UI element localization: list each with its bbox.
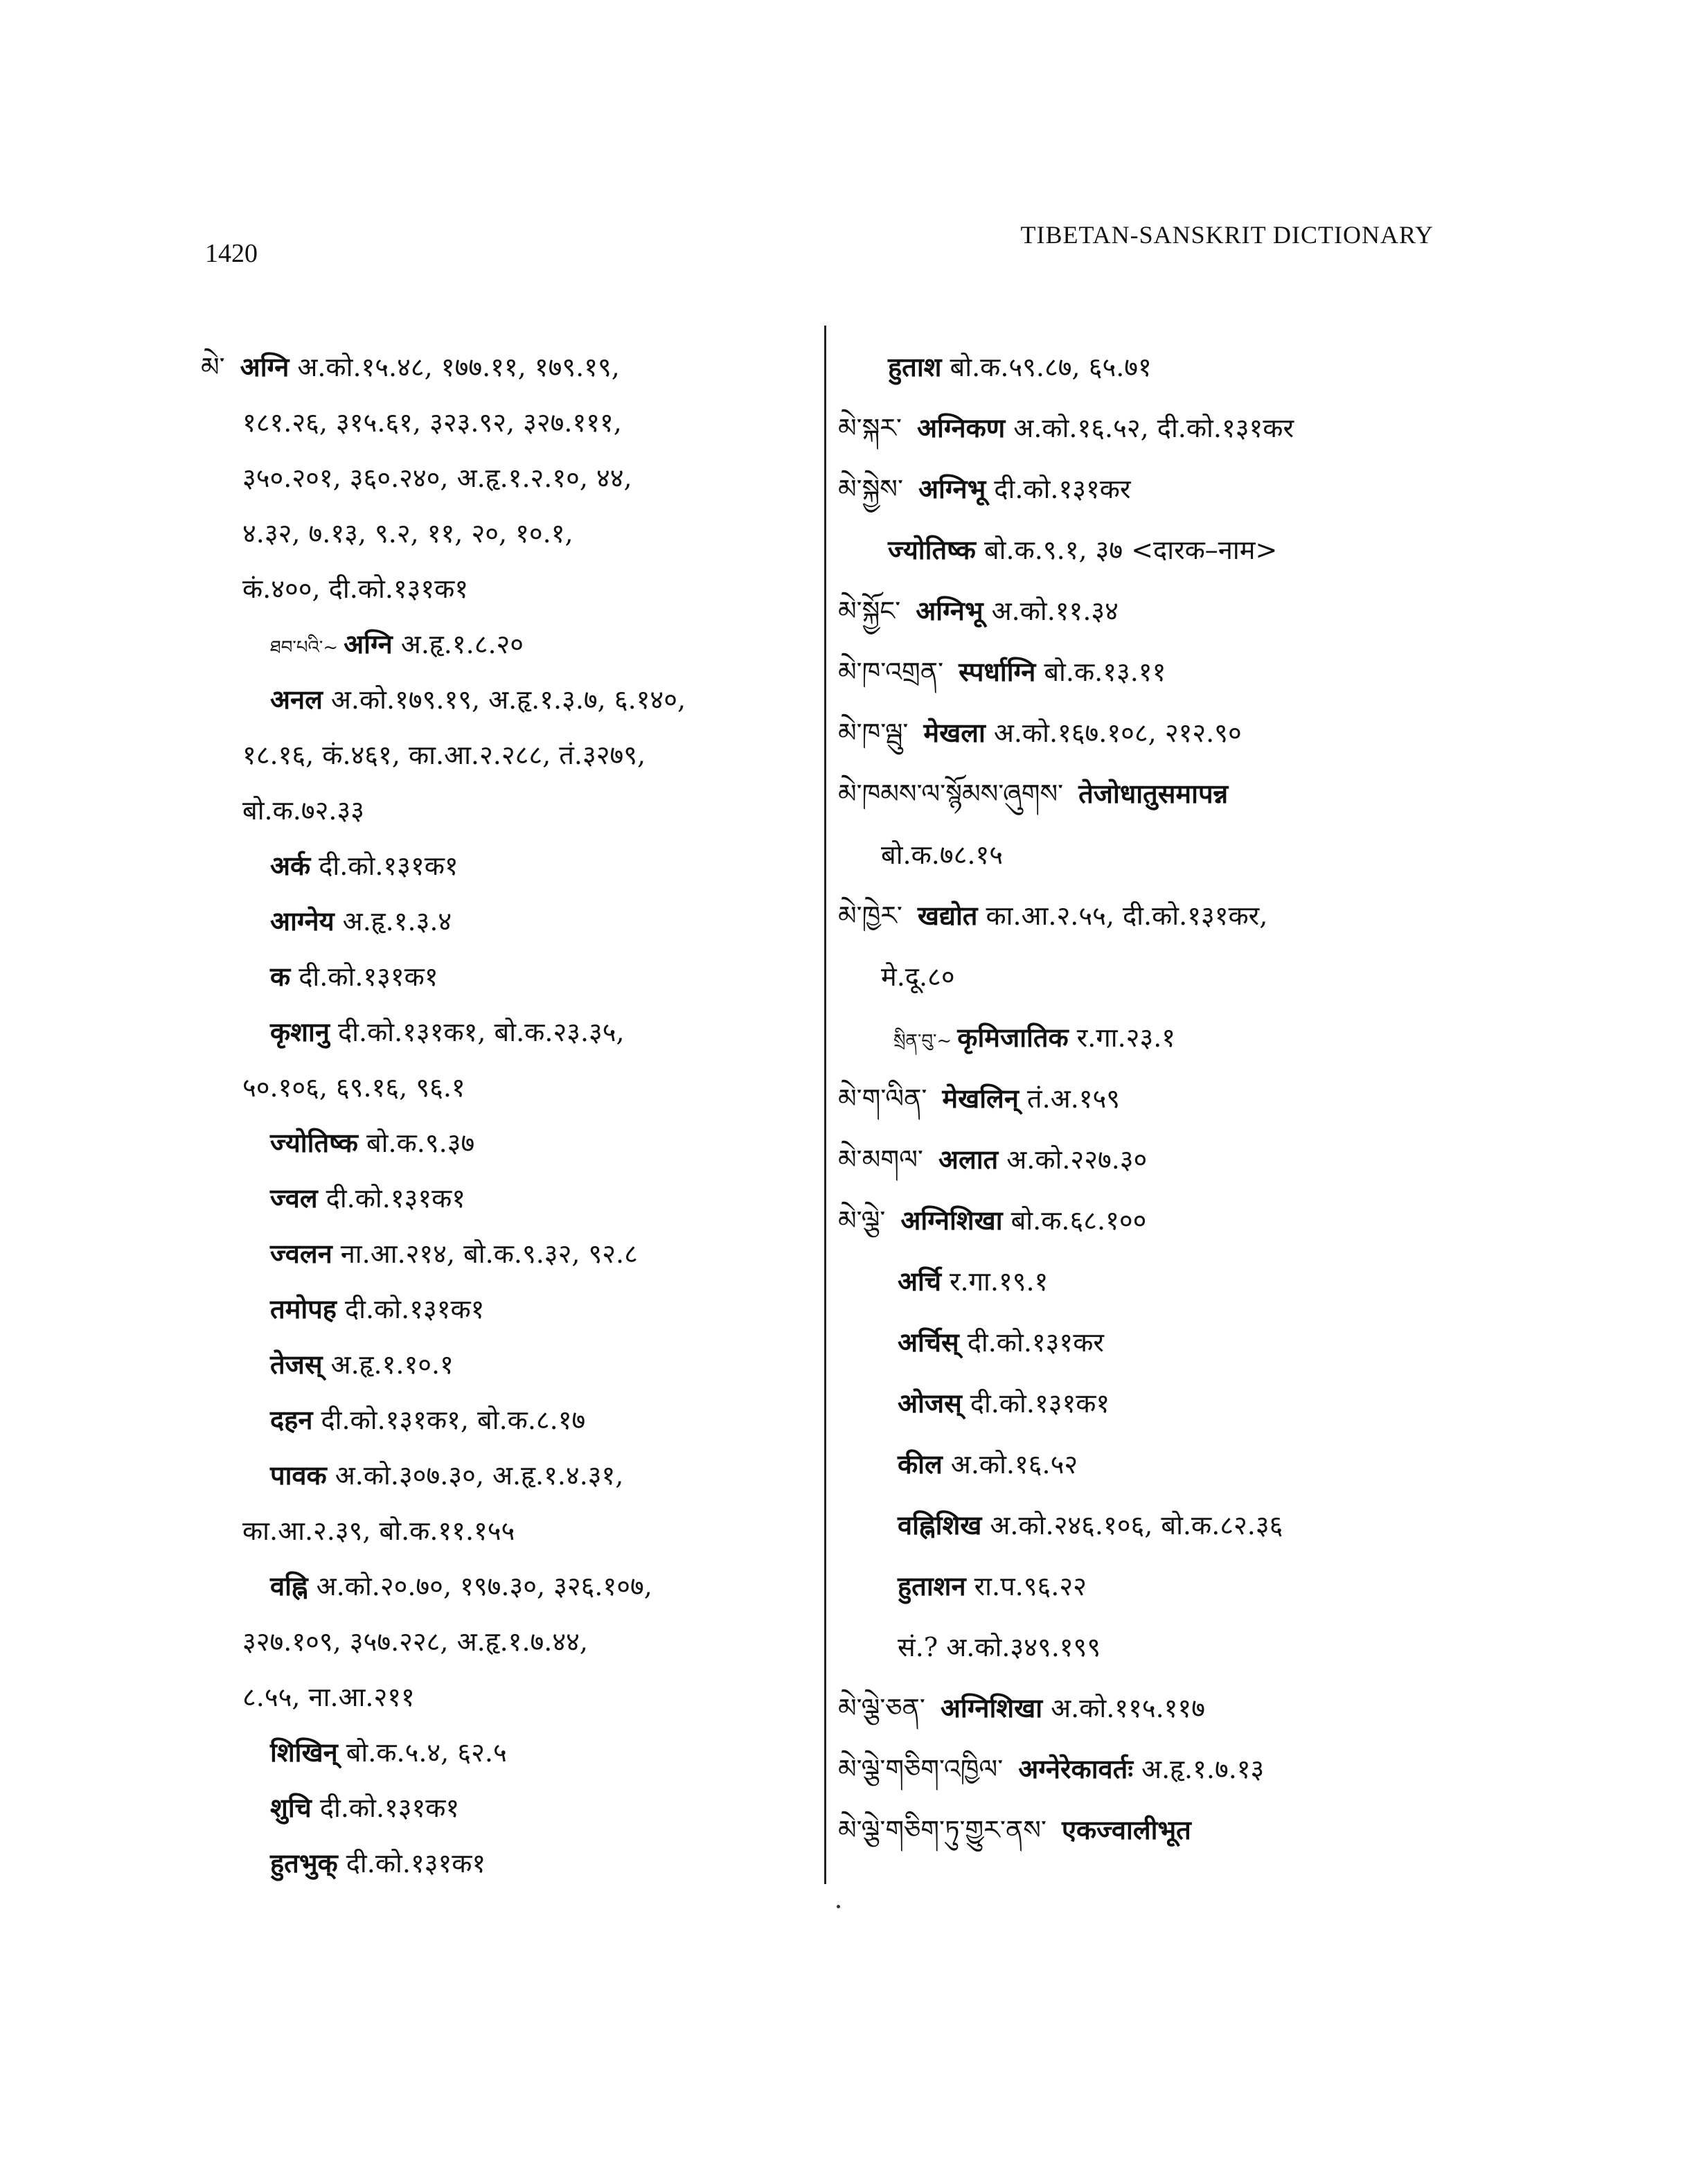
entry-line	[898, 1626, 1101, 1668]
sanskrit-equivalent: वह्नि	[270, 1570, 308, 1601]
entry-line	[270, 1288, 484, 1330]
tibetan-headword: མེ་	[201, 352, 225, 382]
entry-line	[898, 1444, 1078, 1485]
references: दी.को.१३१कर	[994, 474, 1131, 504]
page-number: 1420	[205, 239, 258, 268]
entry-line	[881, 956, 955, 997]
tibetan-headword: མེ་སྐྱོང་	[838, 596, 901, 626]
entry-line	[242, 734, 645, 776]
running-head: TIBETAN-SANSKRIT DICTIONARY	[1020, 221, 1434, 249]
sanskrit-equivalent: अग्निशिखा	[940, 1692, 1043, 1723]
sanskrit-equivalent: अग्निशिखा	[900, 1205, 1003, 1236]
sanskrit-equivalent: ज्वलन	[270, 1238, 332, 1269]
sanskrit-equivalent: अग्नेरेकावर्तः	[1018, 1753, 1134, 1784]
speck	[837, 1905, 840, 1908]
entry-line	[242, 457, 632, 499]
entry-line	[242, 790, 364, 831]
sanskrit-equivalent: आग्नेय	[270, 905, 335, 936]
sanskrit-equivalent: अर्चिस्	[898, 1326, 959, 1358]
sanskrit-equivalent: अग्निभू	[916, 595, 983, 626]
entry-line	[242, 513, 573, 554]
references: अ.हृ.१.१०.१	[330, 1349, 454, 1380]
sanskrit-equivalent: मेखला	[923, 717, 986, 748]
entry-line	[270, 1399, 585, 1441]
sanskrit-equivalent: हुताशन	[898, 1570, 966, 1601]
references: अ.को.२४६.१०६, बो.क.८२.३६	[990, 1510, 1283, 1541]
dictionary-entry	[838, 895, 1267, 936]
references: अ.को.१६७.१०८, २१२.९०	[993, 718, 1242, 748]
entry-line	[270, 1843, 486, 1884]
sanskrit-equivalent: कृमिजातिक	[957, 1022, 1069, 1053]
entry-line	[888, 529, 1277, 571]
references: ४.३२, ७.१३, ९.२, ११, २०, १०.१,	[242, 518, 573, 549]
references: का.आ.२.५५, दी.को.१३१कर,	[986, 900, 1268, 931]
sanskrit-equivalent: अग्नि	[240, 351, 290, 382]
references: दी.को.१३१क१	[345, 1294, 485, 1324]
tibetan-headword: མེ་ལྕེ་ཅན་	[838, 1693, 925, 1723]
dictionary-entry	[838, 407, 1294, 449]
entry-line	[898, 1261, 1048, 1302]
tibetan-headword: མེ་སྐར་	[838, 413, 902, 443]
references: दी.को.१३१क१	[319, 851, 458, 881]
references: अ.हृ.१.८.२०	[400, 629, 524, 659]
tibetan-headword: མེ་མགལ་	[838, 1144, 923, 1175]
sanskrit-equivalent: हुतभुक्	[270, 1847, 338, 1879]
references: अ.को.१७९.१९, अ.हृ.१.३.७, ६.१४०,	[330, 684, 686, 715]
tibetan-headword: མེ་ཁ་འགྲན་	[838, 657, 944, 687]
references: दी.को.१३१कर	[967, 1327, 1104, 1358]
sanskrit-equivalent: ओजस्	[898, 1387, 962, 1419]
dictionary-entry	[838, 1139, 1147, 1180]
references: सं.? अ.को.३४९.१९९	[898, 1632, 1101, 1662]
entry-line	[898, 1504, 1283, 1546]
dictionary-entry	[838, 1078, 1120, 1119]
tibetan-headword: མེ་ཁམས་ལ་སྙོམས་ཞུགས་	[838, 779, 1064, 809]
references: बो.क.९.३७	[366, 1128, 475, 1158]
references: दी.को.१३१क१	[970, 1388, 1110, 1419]
entry-line	[270, 1122, 474, 1164]
references: ३२७.१०९, ३५७.२२८, अ.हृ.१.७.४४,	[242, 1626, 588, 1657]
references: बो.क.६८.१००	[1010, 1205, 1147, 1236]
references: अ.को.१६.५२	[950, 1449, 1078, 1480]
entry-line	[270, 845, 458, 887]
tibetan-headword: སྲིན་བུ་~	[893, 1031, 952, 1051]
sanskrit-equivalent: तेजस्	[270, 1349, 323, 1380]
references: दी.को.१३१क१	[326, 1183, 466, 1214]
references: कं.४००, दी.को.१३१क१	[242, 574, 469, 604]
references: दी.को.१३१क१, बो.क.२३.३५,	[337, 1017, 625, 1047]
dictionary-entry	[838, 1200, 1146, 1241]
references: बो.क.५.४, ६२.५	[346, 1737, 507, 1768]
entry-line	[270, 956, 438, 997]
references: का.आ.२.३९, बो.क.११.१५५	[242, 1516, 515, 1546]
sanskrit-equivalent: अग्निकण	[916, 412, 1006, 443]
sanskrit-equivalent: शिखिन्	[270, 1737, 338, 1768]
entry-line	[242, 1676, 415, 1718]
tibetan-headword: མེ་ག་ལིན་	[838, 1083, 927, 1114]
references: अ.को.२०.७०, १९७.३०, ३२६.१०७,	[316, 1571, 652, 1601]
sanskrit-equivalent: खद्योत	[917, 900, 978, 931]
references: अ.को.११.३४	[991, 596, 1119, 626]
references: बो.क.७२.३३	[242, 795, 365, 826]
dictionary-entry	[838, 1748, 1264, 1790]
dictionary-entry	[838, 712, 1242, 754]
references: दी.को.१३१क१	[346, 1848, 486, 1879]
entry-line	[270, 1787, 459, 1829]
entry-line	[270, 1732, 507, 1773]
references: ५०.१०६, ६९.१६, ९६.१	[242, 1072, 465, 1103]
dictionary-entry	[201, 346, 620, 388]
entry-line	[270, 1233, 638, 1275]
references: अ.को.३०७.३०, अ.हृ.१.४.३१,	[335, 1460, 624, 1491]
references: मे.दू.८०	[881, 961, 955, 992]
entry-line	[898, 1565, 1087, 1607]
tibetan-headword: མེ་ལྕེ་གཅིག་འཁྱིལ་	[838, 1754, 1004, 1784]
references: ८.५५, ना.आ.२११	[242, 1682, 415, 1712]
sanskrit-equivalent: अग्नि	[344, 628, 393, 659]
entry-line	[242, 402, 622, 443]
sanskrit-equivalent: ज्वल	[270, 1182, 318, 1214]
entry-line	[270, 1178, 465, 1219]
tibetan-headword: མེ་སྐྱེས་	[838, 474, 903, 504]
references: अ.को.१५.४८, १७७.११, १७९.१९,	[297, 352, 620, 382]
tibetan-headword: མེ་ཁྱེར་	[838, 900, 902, 931]
references: र.गा.२३.१	[1076, 1022, 1176, 1053]
references: तं.अ.१५९	[1026, 1083, 1121, 1114]
sanskrit-equivalent: दहन	[270, 1404, 313, 1435]
references: दी.को.१३१क१, बो.क.८.१७	[321, 1405, 586, 1435]
references: अ.हृ.१.७.१३	[1141, 1754, 1265, 1784]
sanskrit-equivalent: कील	[898, 1448, 943, 1480]
sanskrit-equivalent: तमोपह	[270, 1293, 337, 1324]
tibetan-headword: ཐབ་པའི་~	[270, 637, 339, 658]
references: बो.क.९.१, ३७ <दारक–नाम>	[983, 535, 1278, 565]
sanskrit-equivalent: अर्चि	[898, 1266, 942, 1297]
dictionary-entry	[838, 1809, 1200, 1851]
column-divider	[824, 326, 826, 1884]
entry-line	[270, 623, 524, 665]
sanskrit-equivalent: अलात	[938, 1144, 999, 1175]
sanskrit-equivalent: अग्निभू	[918, 473, 986, 504]
entry-line	[270, 1565, 652, 1607]
sanskrit-equivalent: ज्योतिष्क	[270, 1127, 358, 1158]
sanskrit-equivalent: शुचि	[270, 1792, 312, 1823]
references: अ.हृ.१.३.४	[342, 906, 452, 936]
sanskrit-equivalent: अनल	[270, 684, 323, 715]
entry-line	[898, 1322, 1104, 1363]
entry-line	[242, 1621, 588, 1662]
references: बो.क.७८.१५	[881, 840, 1004, 870]
references: दी.को.१३१क१	[299, 961, 438, 992]
references: बो.क.५९.८७, ६५.७१	[950, 352, 1152, 382]
entry-line	[270, 900, 452, 942]
entry-line	[881, 834, 1003, 876]
entry-line	[242, 568, 468, 610]
dictionary-entry	[838, 468, 1131, 510]
sanskrit-equivalent: एकज्वालीभूत	[1061, 1814, 1191, 1845]
references: र.गा.१९.१	[950, 1266, 1049, 1297]
references: १८.१६, कं.४६१, का.आ.२.२८८, तं.३२७९,	[242, 740, 646, 770]
references: रा.प.९६.२२	[974, 1571, 1087, 1601]
sanskrit-equivalent: क	[270, 961, 291, 992]
entry-line	[242, 1510, 515, 1552]
dictionary-entry	[838, 1687, 1205, 1729]
entry-line	[242, 1067, 465, 1108]
entry-line	[270, 1344, 454, 1385]
sanskrit-equivalent: ज्योतिष्क	[888, 534, 976, 565]
tibetan-headword: མེ་ཁ་ལྦུ་	[838, 718, 909, 748]
sanskrit-equivalent: स्पर्धाग्नि	[959, 656, 1036, 687]
references: अ.को.११५.११७	[1051, 1693, 1205, 1723]
dictionary-entry	[838, 590, 1119, 632]
entry-line	[893, 1017, 1175, 1058]
references: बो.क.१३.११	[1044, 657, 1166, 687]
entry-line	[270, 1011, 625, 1053]
sanskrit-equivalent: मेखलिन्	[942, 1083, 1019, 1114]
entry-line	[888, 346, 1152, 388]
dictionary-entry	[838, 651, 1166, 693]
sanskrit-equivalent: हुताश	[888, 351, 942, 382]
references: अ.को.१६.५२, दी.को.१३१कर	[1013, 413, 1294, 443]
entry-line	[270, 679, 686, 720]
entry-line	[898, 1383, 1110, 1424]
sanskrit-equivalent: पावक	[270, 1459, 327, 1491]
references: ३५०.२०१, ३६०.२४०, अ.हृ.१.२.१०, ४४,	[242, 463, 632, 493]
dictionary-entry	[838, 773, 1236, 815]
sanskrit-equivalent: कृशानु	[270, 1016, 330, 1047]
sanskrit-equivalent: तेजोधातुसमापन्न	[1078, 778, 1229, 809]
tibetan-headword: མེ་ལྕེ་གཅིག་ཏུ་གྱུར་ནས་	[838, 1815, 1047, 1845]
sanskrit-equivalent: वह्निशिख	[898, 1509, 982, 1541]
references: दी.को.१३१क१	[319, 1793, 460, 1823]
references: १८१.२६, ३१५.६१, ३२३.९२, ३२७.१११,	[242, 407, 622, 438]
references: ना.आ.२१४, बो.क.९.३२, ९२.८	[340, 1239, 638, 1269]
entry-line	[270, 1455, 623, 1496]
tibetan-headword: མེ་ལྕེ་	[838, 1205, 886, 1236]
references: अ.को.२२७.३०	[1006, 1144, 1148, 1175]
sanskrit-equivalent: अर्क	[270, 850, 311, 881]
